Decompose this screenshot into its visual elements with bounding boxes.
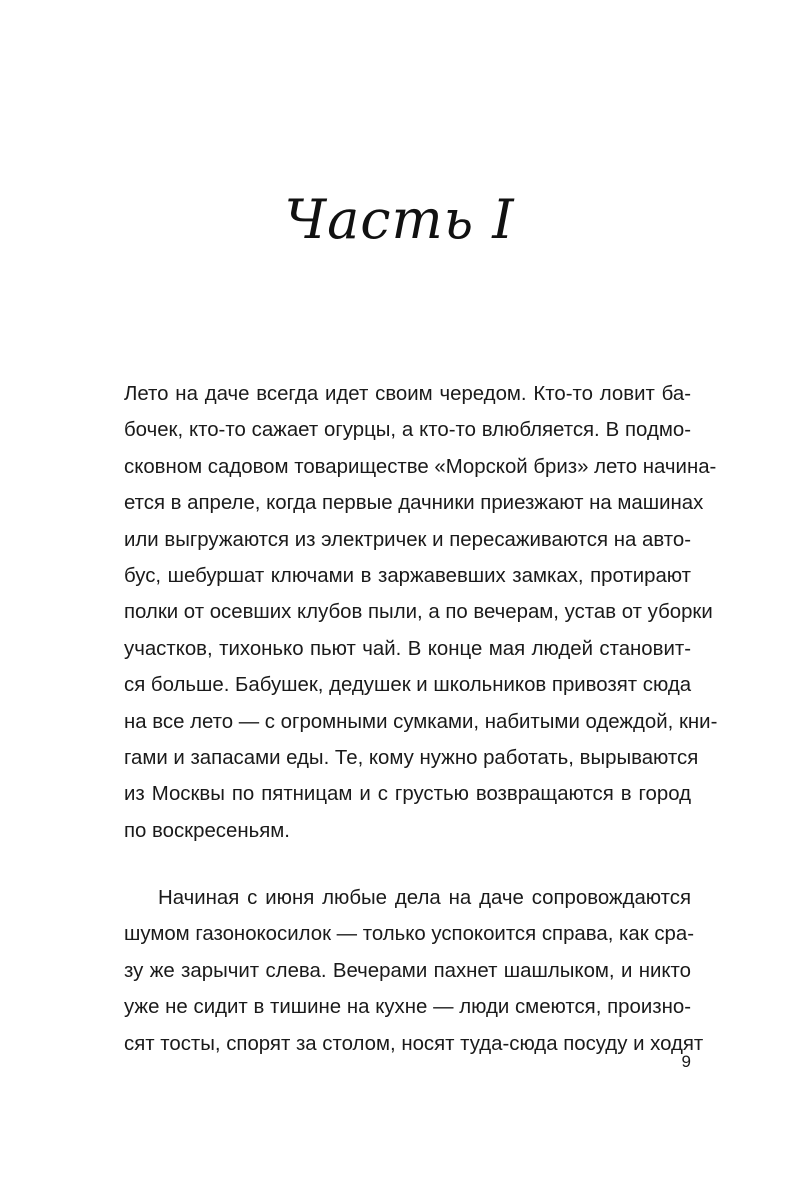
paragraph-1 [124, 376, 718, 849]
text-line: ется в апреле, когда первые дачники приезжают на машинах [124, 492, 704, 515]
text-line: сковном садовом товариществе «Морской бриз» лето начина- [124, 455, 717, 478]
text-line: участков, тихонько пьют чай. В конце мая людей становит- [124, 637, 691, 660]
text-line: Лето на даче всегда идет своим чередом. Кто-то ловит ба- [124, 383, 691, 405]
text-line: из Москвы по пятницам и с грустью возвращаются в город [124, 783, 691, 806]
text-line: или выгружаются из электричек и пересаживаются на авто- [124, 528, 691, 551]
paragraph-2 [124, 880, 704, 1062]
page-number: 9 [681, 1052, 691, 1071]
text-line: шумом газонокосилок — только успокоится справа, как сра- [124, 923, 694, 946]
text-line: уже не сидит в тишине на кухне — люди смеются, произно- [124, 996, 691, 1019]
text-line: по воскресеньям. [124, 819, 290, 842]
text-line: бочек, кто-то сажает огурцы, а кто-то влюбляется. В подмо- [124, 419, 691, 442]
text-line: зу же зарычит слева. Вечерами пахнет шашлыком, и никто [124, 959, 691, 982]
text-line: гами и запасами еды. Те, кому нужно работать, вырываются [124, 746, 699, 769]
chapter-heading: Часть I [284, 188, 515, 251]
text-line: Начиная с июня любые дела на даче сопровождаются [158, 887, 691, 909]
text-line: на все лето — с огромными сумками, набитыми одеждой, кни- [124, 710, 718, 733]
text-line: ся больше. Бабушек, дедушек и школьников привозят сюда [124, 674, 692, 697]
text-line: сят тосты, спорят за столом, носят туда-сюда посуду и ходят [124, 1032, 704, 1055]
text-line: бус, шебуршат ключами в заржавевших замках, протирают [124, 564, 691, 587]
text-line: полки от осевших клубов пыли, а по вечерам, устав от уборки [124, 601, 713, 624]
